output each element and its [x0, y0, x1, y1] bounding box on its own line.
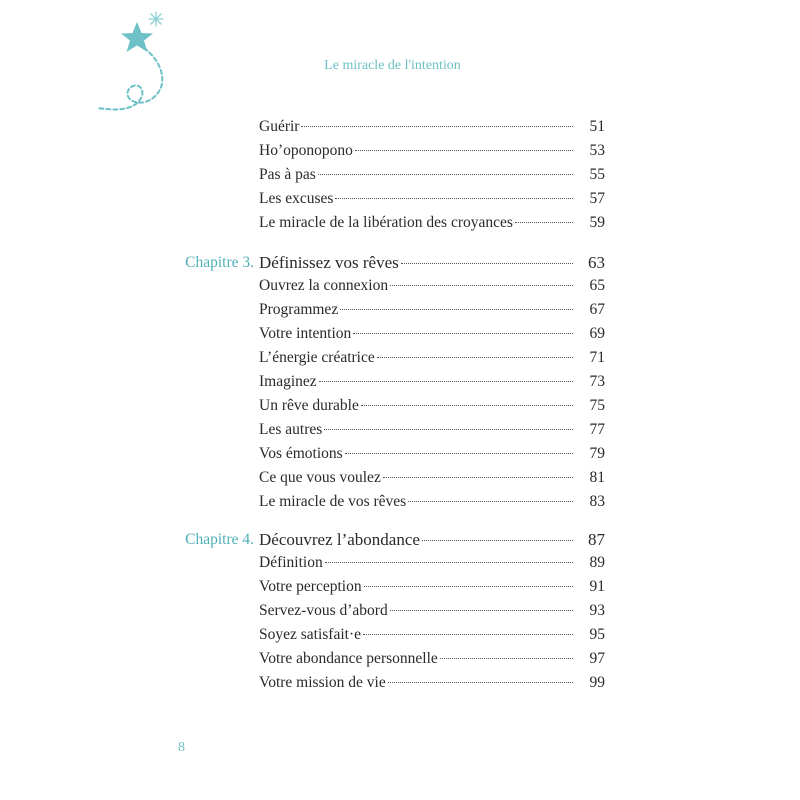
toc-entry-page: 89	[589, 554, 605, 571]
dot-leader	[335, 197, 573, 199]
toc-entry-title: Ho’oponopono	[259, 142, 353, 159]
toc-entry-page: 53	[589, 142, 605, 159]
toc-entry-title: Les autres	[259, 421, 323, 438]
toc-entry-page: 75	[589, 397, 605, 414]
toc-entry-page: 83	[589, 493, 605, 510]
toc-entry-page: 57	[589, 190, 605, 207]
toc-entry-title: Vos émotions	[259, 445, 343, 462]
toc-entry	[259, 322, 605, 346]
dot-leader	[363, 633, 573, 635]
dot-leader	[390, 284, 573, 286]
toc-entry-title: Ouvrez la connexion	[259, 277, 389, 294]
toc-entry-title: Définition	[259, 554, 323, 571]
dot-leader	[422, 539, 573, 541]
toc-entry-title: Votre abondance personnelle	[259, 650, 438, 667]
toc-entry	[259, 298, 605, 322]
chapter-page: 87	[588, 530, 605, 549]
toc-entry-title: Un rêve durable	[259, 397, 359, 414]
dot-leader	[390, 609, 573, 611]
dot-leader	[383, 476, 573, 478]
toc-entry-title: Pas à pas	[259, 166, 316, 183]
toc-entry-page: 71	[589, 349, 605, 366]
toc-entry	[259, 442, 605, 466]
toc-entry	[259, 274, 605, 298]
toc-entry-title: Le miracle de vos rêves	[259, 493, 407, 510]
chapter-page: 63	[588, 253, 605, 272]
toc-entry	[259, 115, 605, 139]
toc-entry-page: 55	[589, 166, 605, 183]
dot-leader	[440, 657, 573, 659]
toc-entry-page: 95	[589, 626, 605, 643]
toc-entry	[259, 647, 605, 671]
toc-entry	[259, 139, 605, 163]
dot-leader	[388, 681, 573, 683]
toc-entry-title: Le miracle de la libération des croyances	[259, 214, 513, 231]
dot-leader	[377, 356, 573, 358]
toc-entry-page: 69	[589, 325, 605, 342]
toc-entry-title: Votre intention	[259, 325, 352, 342]
dot-leader	[319, 380, 573, 382]
toc-entry	[259, 163, 605, 187]
dot-leader	[401, 262, 573, 264]
toc-entry-page: 93	[589, 602, 605, 619]
toc-entry	[259, 490, 605, 514]
toc-entry-title: Votre perception	[259, 578, 362, 595]
toc-entry	[259, 466, 605, 490]
chapter-3-heading	[259, 251, 605, 275]
toc-entry	[259, 418, 605, 442]
dot-leader	[355, 149, 573, 151]
toc-entry-title: Imaginez	[259, 373, 317, 390]
dot-leader	[515, 221, 573, 223]
toc-entry-page: 65	[589, 277, 605, 294]
dot-leader	[361, 404, 573, 406]
toc-entry	[259, 394, 605, 418]
dot-leader	[325, 561, 573, 563]
toc-entry-title: Servez-vous d’abord	[259, 602, 388, 619]
toc-entry	[259, 599, 605, 623]
toc-entry-page: 97	[589, 650, 605, 667]
toc-entry-title: Votre mission de vie	[259, 674, 386, 691]
toc-entry-page: 99	[589, 674, 605, 691]
dot-leader	[364, 585, 573, 587]
chapter-3-label: Chapitre 3.	[185, 254, 254, 271]
toc-entry	[259, 370, 605, 394]
dot-leader	[408, 500, 573, 502]
toc-entry-page: 77	[589, 421, 605, 438]
toc-entry	[259, 211, 605, 235]
chapter-4-heading	[259, 528, 605, 552]
chapter-title: Définissez vos rêves	[259, 253, 399, 272]
toc-entry-page: 79	[589, 445, 605, 462]
dot-leader	[301, 125, 573, 127]
page-number: 8	[178, 740, 185, 755]
toc-entry-page: 59	[589, 214, 605, 231]
toc-entry	[259, 575, 605, 599]
toc-entry-page: 81	[589, 469, 605, 486]
toc-entry-page: 67	[589, 301, 605, 318]
toc-entry-title: Programmez	[259, 301, 339, 318]
chapter-4-label: Chapitre 4.	[185, 531, 254, 548]
dot-leader	[324, 428, 573, 430]
toc-entry	[259, 187, 605, 211]
toc-entry	[259, 671, 605, 695]
dot-leader	[353, 332, 573, 334]
toc-entry-title: L’énergie créatrice	[259, 349, 375, 366]
dot-leader	[340, 308, 573, 310]
toc-entry-title: Ce que vous voulez	[259, 469, 381, 486]
toc-entry-title: Soyez satisfait·e	[259, 626, 362, 643]
dot-leader	[318, 173, 573, 175]
toc-entry-title: Les excuses	[259, 190, 334, 207]
toc-entry	[259, 346, 605, 370]
dot-leader	[345, 452, 573, 454]
toc-entry-page: 51	[589, 118, 605, 135]
toc-entry	[259, 551, 605, 575]
toc-entry-page: 91	[589, 578, 605, 595]
toc-entry-page: 73	[589, 373, 605, 390]
chapter-title: Découvrez l’abondance	[259, 530, 420, 549]
running-head: Le miracle de l'intention	[324, 58, 461, 73]
toc-entry-title: Guérir	[259, 118, 300, 135]
toc-entry	[259, 623, 605, 647]
